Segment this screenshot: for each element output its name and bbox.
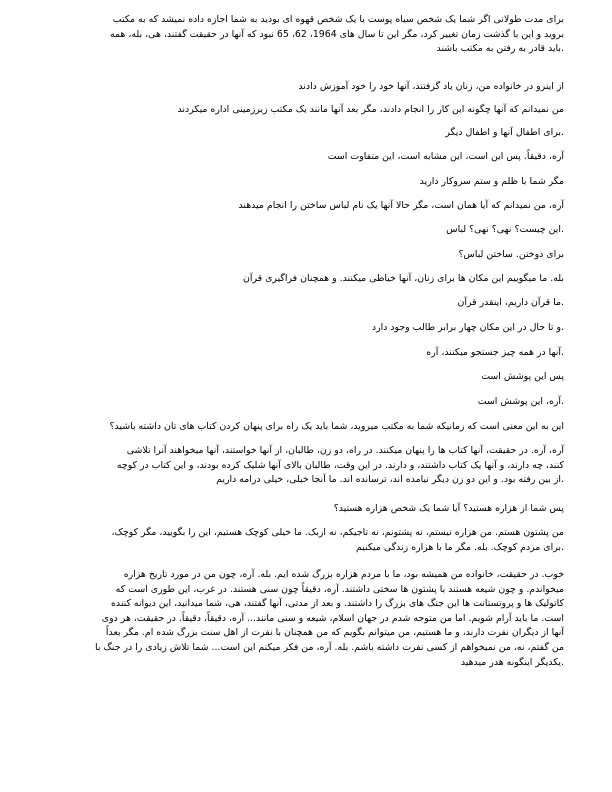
text-line: .برای اطفال آنها و اطفال دیگر [445,127,564,138]
text-line: .ما قرآن داریم، اینقدر قرآن [457,297,564,308]
text-line: بله. ما میگوییم این مکان ها برای زنان، آنها خیاطی میکنند. و همچنان فراگیری قرآن [242,273,564,284]
paragraph-8 [54,223,564,238]
text-line: آره، من نمیدانم که آیا همان است، مگر حالا آنها یک نام لباس ساختن را انجام میدهند [238,200,564,211]
text-line: من پشتون هستم. من هزاره نیستم، نه پشتونم، نه تاجیکم، نه ازبک. ما خیلی کوچک هستیم، این را بگویید، مگر کوچک، [111,527,564,538]
text-line: برای مدت طولانی اگر شما یک شخص سیاه پوست یا یک شخص قهوه ای بودید به شما اجازه داده نمیشد که به مکتب [112,14,564,25]
text-line: برای دوختن. ساختن لباس؟ [458,249,564,260]
paragraph-15 [54,395,564,410]
paragraph-19 [54,526,564,555]
paragraph-11 [54,296,564,311]
paragraph-18 [54,502,564,517]
paragraph-1 [54,13,564,57]
text-line: آره، دقیقاً. پس این است، این مشابه است، این متفاوت است [327,151,564,162]
text-line: خوب. در حقیقت، خانواده من همیشه بود، ما با مردم هزاره بزرگ شده ایم. بله. آره، چون من در مورد تاریخ هزاره [123,569,564,580]
text-line: این به این معنی است که زمانیکه شما به مکتب میروید، شما باید یک راه برای پنهان کردن کتاب های تان داشته باشید؟ [109,421,564,432]
text-line: کنند، چه دارند، و آنها یک کتاب داشتند، و دارند. در این وقت، طالبان بالای آنها شلیک کرده بودند، و این کتاب در کوچه [116,459,564,471]
paragraph-16 [54,420,564,435]
text-line: .و تا حال در این مکان چهار برابر طالب وجود دارد [371,322,564,333]
text-line: از اینرو در خانواده من، زنان یاد گرفتند، آنها خود را خود آموزش دادند [298,81,564,92]
paragraph-6 [54,175,564,190]
paragraph-7 [54,199,564,214]
text-line: مگر شما با ظلم و ستم سروکار دارید [419,176,564,187]
paragraph-20 [54,568,564,670]
text-line: من نمیدانم که آنها چگونه این کار را انجام دادند، مگر بعد آنها مانند یک مکتب زیرزمینی اداره میکردند [177,104,564,115]
text-line: من گفتم، نه، من نمیخواهم از کسی نفرت داشته باشم. بله. آره، من فکر میکنم این است... شما تلاش زیادی را در جنگ با [95,641,564,653]
text-line: است. ما باید آرام شویم. اما من متوجه شدم در جهان اسلام، شیعه و سنی مانند... آره، دقیقاً، دقیقاً. در حقیقت، هر دوی [101,612,564,624]
text-line: .این چیست؟ نهی؟ نهی؟ لباس [446,224,564,235]
paragraph-14 [54,370,564,385]
text-line: میخواندم. و چون شیعه هستند با پشتون ها سختی داشتند. آره، دقیقاً چون سنی هستند. در غرب، این طوری است که [115,583,564,595]
text-line: بروید و این با گذشت زمان تغییر کرد، مگر این تا سال های 1964، 62، 65 نبود که آنها در حقیقت گفتند، هی، بله، همه [109,28,564,40]
text-line: آنها از دیگران نفرت دارند، و ما هستیم، من میتوانم بگویم که من همچنان با نفرت از اهل سنت بزرگ شده ام. مگر بعداً [105,627,564,639]
text-line: .یکدیگر اینگونه هدر میدهید [460,656,564,668]
paragraph-13 [54,346,564,361]
text-line: پس شما از هزاره هستید؟ آیا شما یک شخص هزاره هستید؟ [333,503,564,514]
paragraph-9 [54,248,564,263]
text-line: .برای مردم کوچک. بله. مگر ما با هزاره زندگی میکنیم [355,541,564,553]
paragraph-5 [54,150,564,165]
text-line: .آنها در همه چیز جستجو میکنند، آره [426,347,564,358]
paragraph-17 [54,444,564,488]
paragraph-10 [54,272,564,287]
text-line: آره، آره. در حقیقت، آنها کتاب ها را پنهان میکنند. در راه، دو زن، طالبان، از آنها خواستند، آنها میخواهند آنرا تلاشی [126,445,564,456]
text-line: پس این پوشش است [481,371,564,382]
text-line: .از بین رفته بود. و این دو زن دیگر نیامده اند، ترسانده اند. ما آنجا خیلی، خیلی درامه داریم [216,474,564,486]
text-line: کاتولیک ها و پروتستانت ها این جنگ های بزرگ را داشتند. و بعد از مدتی، آنها گفتند، هی، شما میدانید، این دیوانه کننده [110,598,564,610]
paragraph-4 [54,126,564,141]
paragraph-2 [54,80,564,95]
text-line: .آره، این پوشش است [477,396,564,407]
paragraph-3 [54,103,564,118]
text-line: .باید قادر به رفتن به مکتب باشند [436,43,564,55]
paragraph-12 [54,321,564,336]
